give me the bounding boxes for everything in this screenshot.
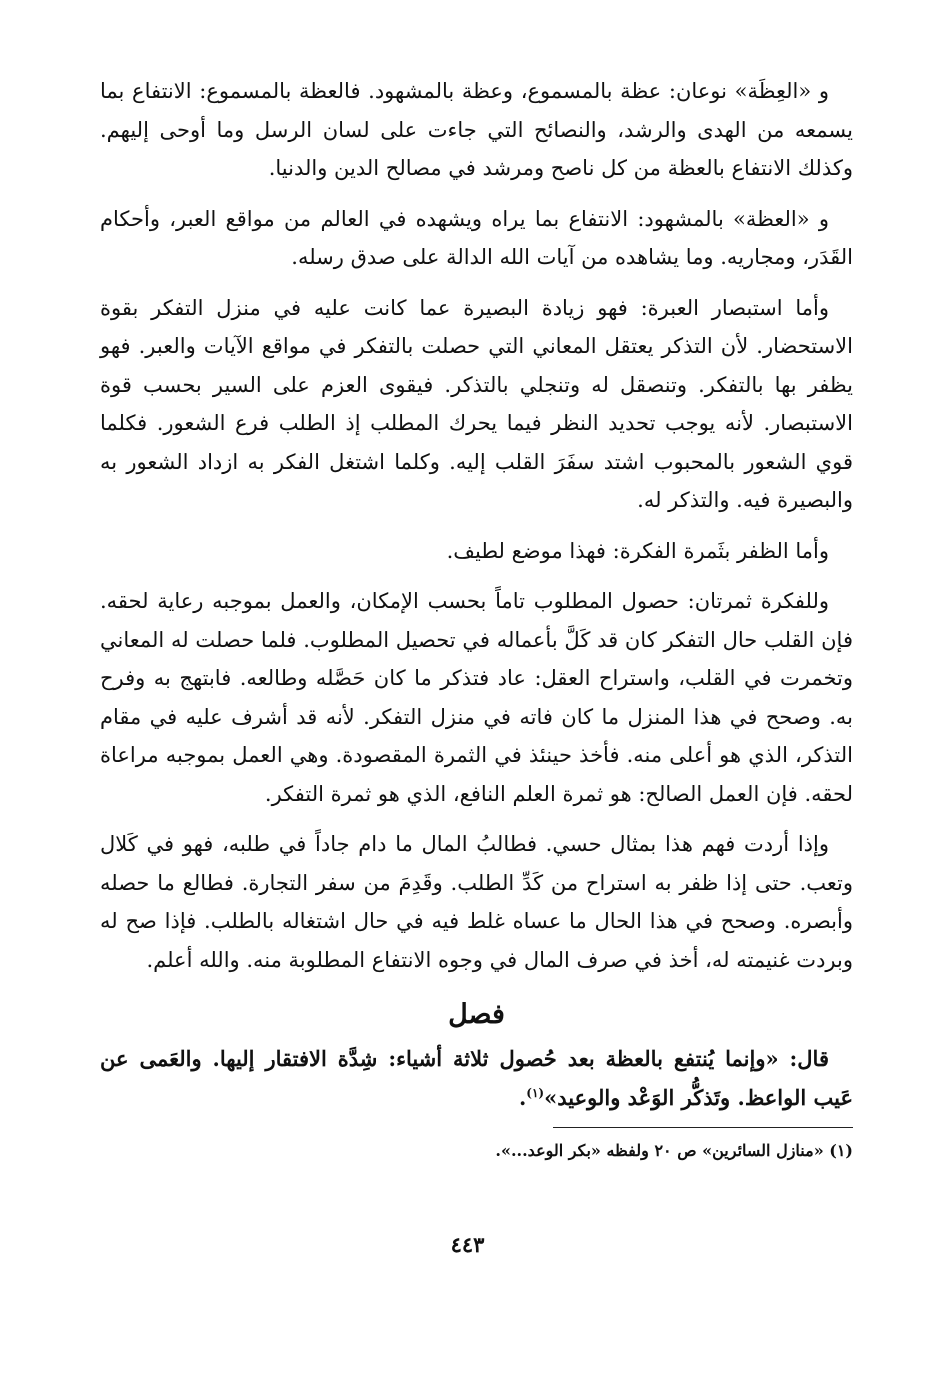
paragraph-wealth-example: وإذا أردت فهم هذا بمثال حسي. فطالبُ المال ما دام جاداً في طلبه، فهو في كَلال وتعب. حتى إذا ظفر به استراح من كَدِّ الطلب. وقَدِمَ من سفر التجارة. فطالع ما حصله وأبصره. وصحح في هذا الحال ما عساه غلط فيه في حال اشتغاله بالطلب. فإذا صح له وبردت غنيمته له، أخذ في صرف المال في وجوه الانتفاع المطلوبة منه. والله أعلم. [100,832,853,972]
page-number: ٤٤٣ [450,1232,485,1257]
quote-end: . [518,1085,527,1110]
paragraph-sermon-types: و «العِظَة» نوعان: عظة بالمسموع، وعظة بالمشهود. فالعظة بالمسموع: الانتفاع بما يسمعه من الهدى والرشد، والنصائح التي جاءت على لسان الرسل وما أوحى إليهم. وكذلك الانتفاع بالعظة من كل ناصح ومرشد في مصالح الدين والدنيا. [100,79,853,180]
section-heading: فصل [448,999,505,1030]
paragraph-insight: وأما استبصار العبرة: فهو زيادة البصيرة عما كانت عليه في منزل التفكر بقوة الاستحضار. لأن التذكر يعتقل المعاني التي حصلت بالتفكر في مواقع الآيات والعبر. فهو يظفر بها بالتفكر. وتنصقل له وتنجلي بالتذكر. فيقوى العزم على السير بحسب قوة الاستبصار. لأنه يوجب تحديد النظر فيما يحرك المطلب إذ الطلب فرع الشعور. فكلما قوي الشعور بالمحبوب اشتد سفَرَ القلب إليه. وكلما اشتغل الفكر به ازداد الشعور به والبصيرة فيه. والتذكر له. [100,295,853,512]
paragraph-witnessed-sermon: و «العظة» بالمشهود: الانتفاع بما يراه ويشهده في العالم من مواقع العبر، وأحكام القَدَر، ومجاريه. وما يشاهده من آيات الله الدالة على صدق رسله. [100,206,853,269]
footnote-divider [553,1127,853,1128]
quoted-text [100,1039,853,1117]
footnote-reference: (١) [526,1086,545,1100]
footnote: (١) «منازل السائرين» ص ٢٠ ولفظه «بكر الوعد...». [495,1141,853,1160]
page-body [100,72,853,1164]
paragraph-two-fruits: وللفكرة ثمرتان: حصول المطلوب تاماً بحسب الإمكان، والعمل بموجبه رعاية لحقه. فإن القلب حال التفكر كان قد كَلَّ بأعماله في تحصيل المطلوب. فلما حصلت له المعاني وتخمرت في القلب، واستراح العقل: عاد فتذكر ما كان حَصَّله وطالعه. فابتهج به وفرح به. وصحح في هذا المنزل ما كان فاته في منزل التفكر. لأنه قد أشرف عليه في مقام التذكر، الذي هو أعلى منه. فأخذ حينئذ في الثمرة المقصودة. وهي العمل بموجبه مراعاة لحقه. فإن العمل الصالح: هو ثمرة العلم النافع، الذي هو ثمرة التفكر. [100,589,853,806]
paragraph-fruit-of-thought: وأما الظفر بثَمرة الفكرة: فهذا موضع لطيف. [446,538,829,563]
quote-body: قال: «وإنما يُنتفع بالعظة بعد حُصول ثلاثة أشياء: شِدَّة الافتقار إليها. والعَمى عن عَيب الواعظ. وتَذكُّر الوَعْد والوعيد» [100,1046,853,1110]
